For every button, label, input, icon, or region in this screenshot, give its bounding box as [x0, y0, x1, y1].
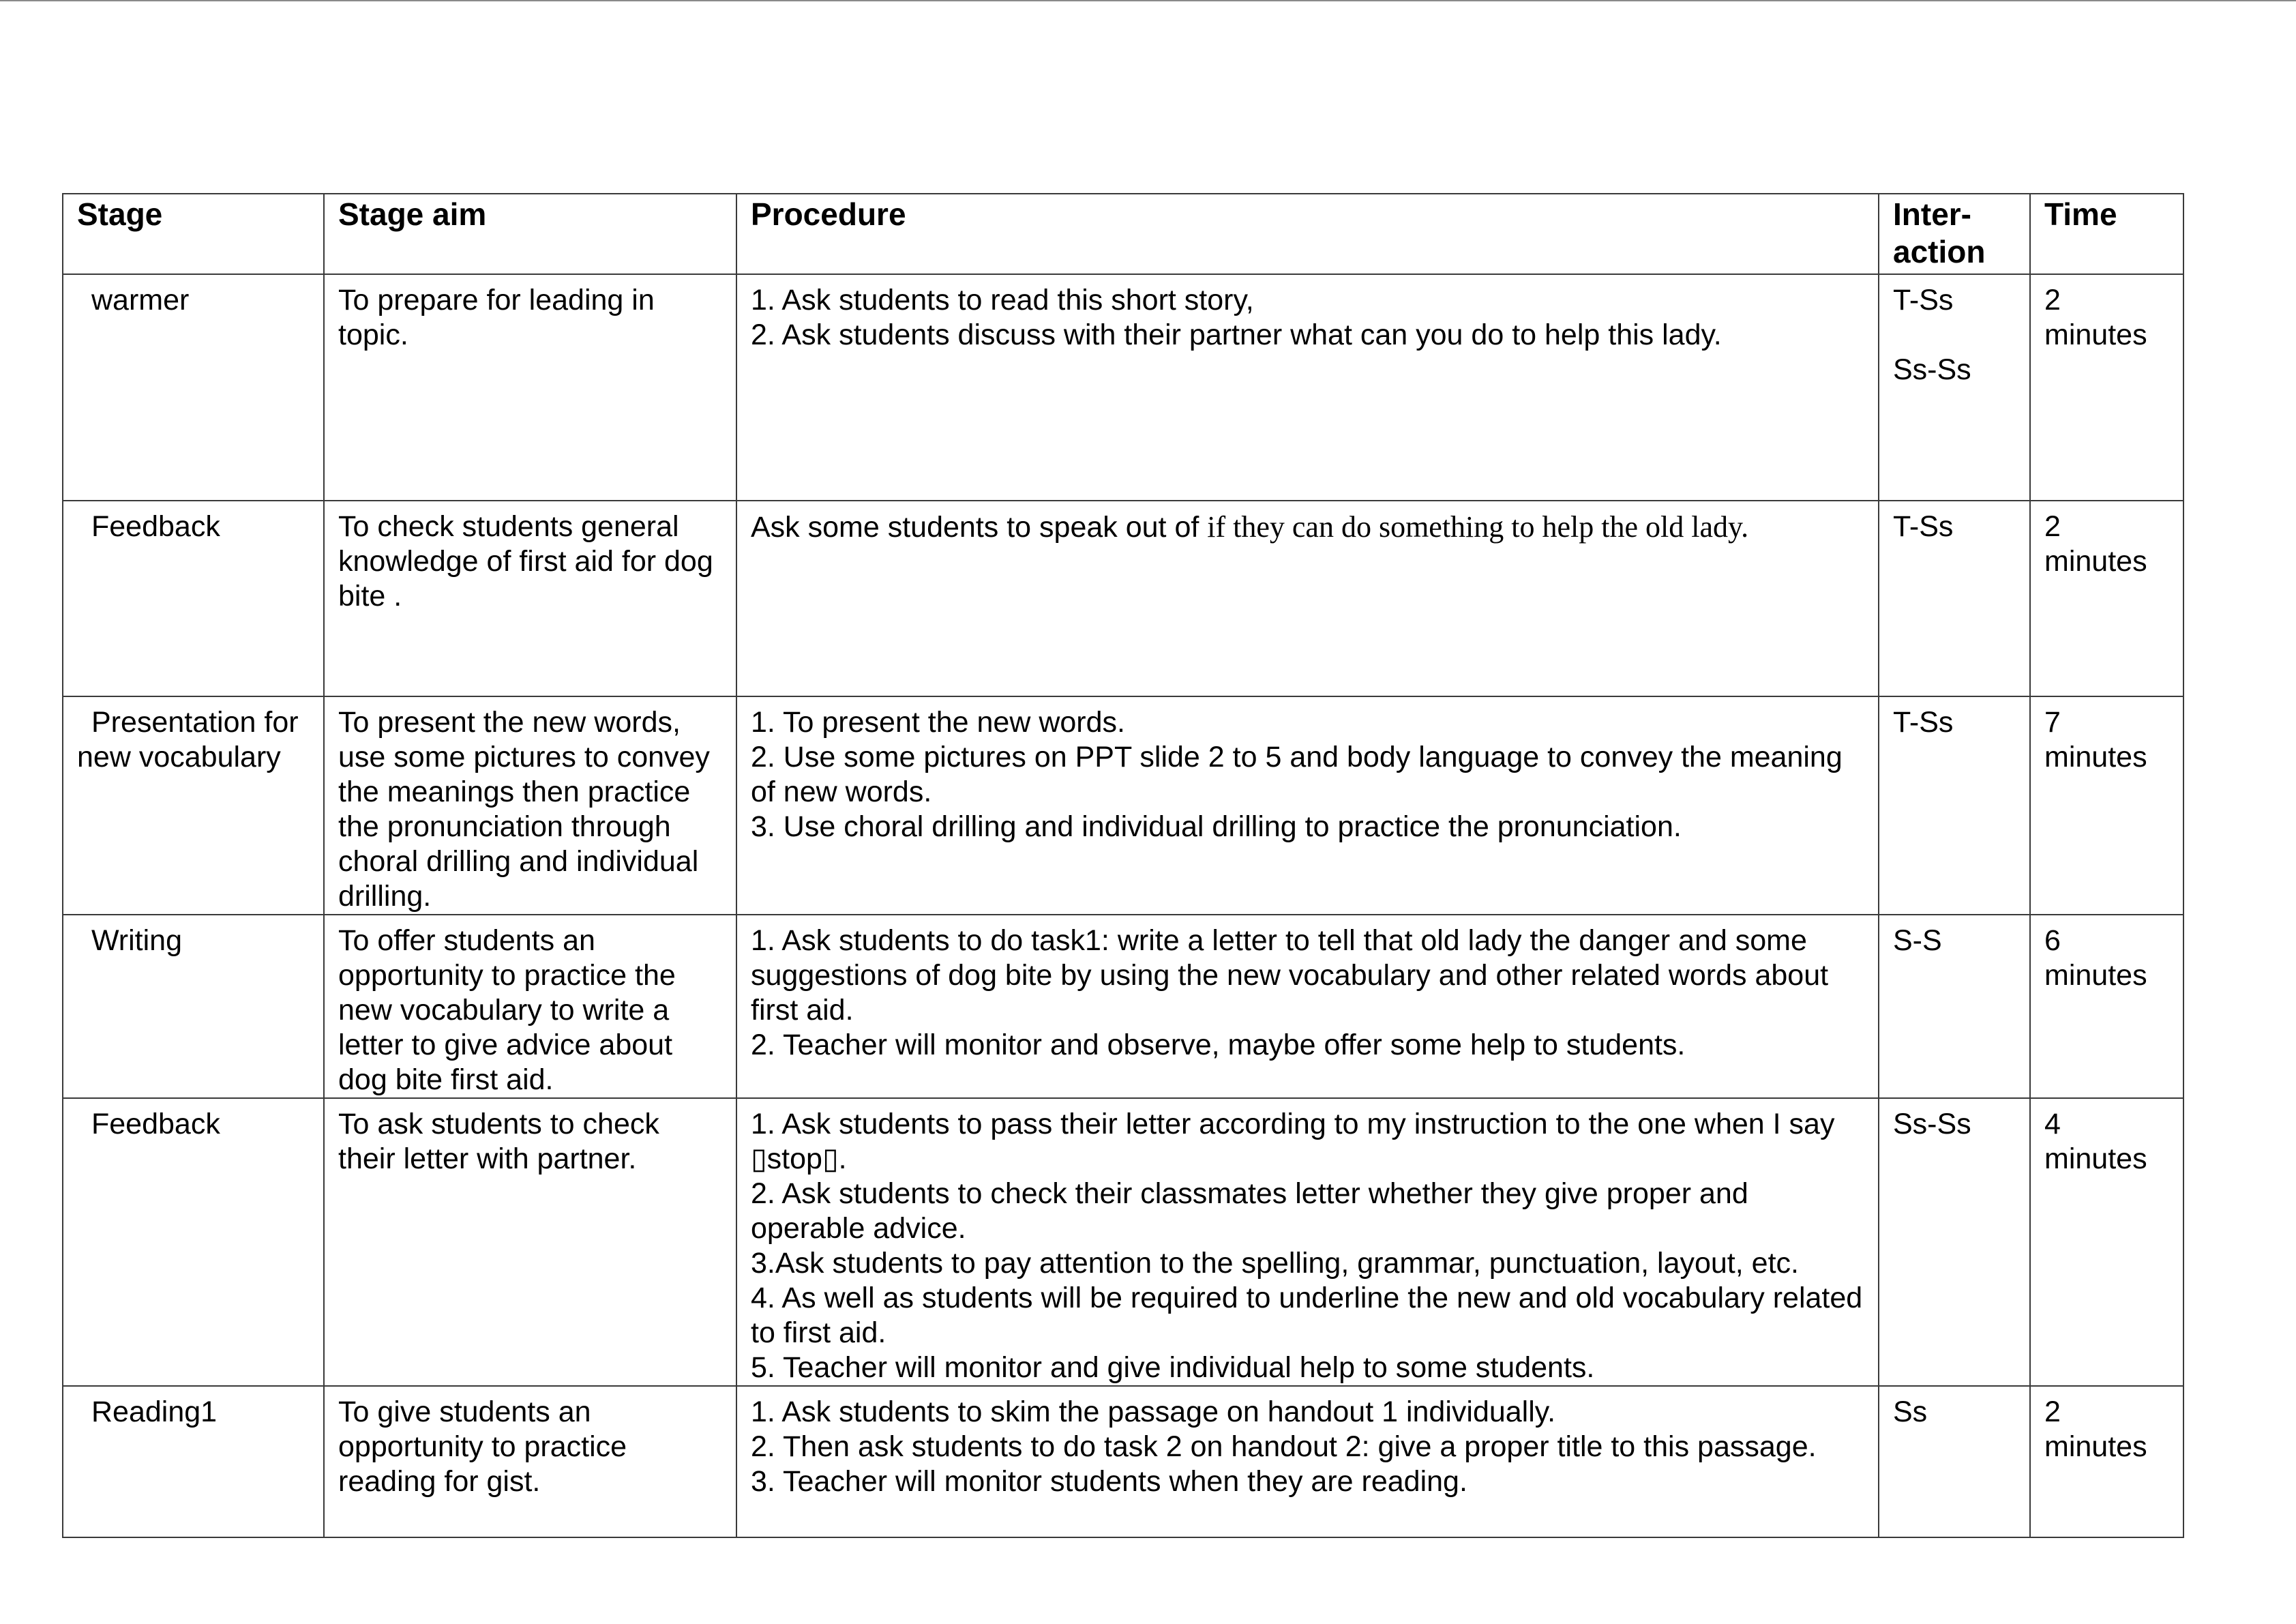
procedure-cell	[736, 501, 1879, 696]
stage-text: Presentation for new vocabulary	[77, 706, 299, 773]
procedure-text: Ask some students to speak out of	[751, 511, 1208, 544]
aim-cell: To prepare for leading in topic.	[324, 274, 736, 501]
header-procedure: Procedure	[736, 194, 1879, 274]
header-stage-aim: Stage aim	[324, 194, 736, 274]
procedure-step: 1. Ask students to skim the passage on handout 1 individually.	[751, 1396, 1556, 1428]
procedure-step: 1. Ask students to do task1: write a letter to tell that old lady the danger and some suggestions of dog bite by using the new vocabulary and other related words about first aid.	[751, 924, 1829, 1027]
procedure-step: 3. Use choral drilling and individual drilling to practice the pronunciation.	[751, 810, 1682, 843]
procedure-step: 3. Teacher will monitor students when they are reading.	[751, 1465, 1467, 1498]
aim-cell: To offer students an opportunity to practice the new vocabulary to write a letter to give advice about dog bite first aid.	[324, 915, 736, 1098]
lesson-plan-table	[62, 193, 2184, 1538]
interaction-cell	[1879, 696, 2030, 915]
stage-cell	[63, 696, 324, 915]
table-row	[63, 1386, 2183, 1537]
table-row	[63, 274, 2183, 501]
procedure-text-serif: if they can do something to help the old lady.	[1207, 510, 1749, 544]
stage-cell	[63, 1386, 324, 1537]
procedure-step: 3.Ask students to pay attention to the spelling, grammar, punctuation, layout, etc.	[751, 1247, 1799, 1280]
procedure-step: 5. Teacher will monitor and give individual help to some students.	[751, 1351, 1595, 1384]
procedure-step: 1. To present the new words.	[751, 706, 1125, 739]
stage-cell	[63, 501, 324, 696]
procedure-step: 1. Ask students to read this short story,	[751, 284, 1254, 316]
procedure-cell	[736, 1098, 1879, 1386]
aim-cell: To present the new words, use some pictures to convey the meanings then practice the pronunciation through choral drilling and individual drilling.	[324, 696, 736, 915]
time-cell: 2 minutes	[2030, 1386, 2183, 1537]
procedure-step: 2. Ask students discuss with their partner what can you do to help this lady.	[751, 319, 1722, 351]
procedure-step: 2. Then ask students to do task 2 on handout 2: give a proper title to this passage.	[751, 1430, 1817, 1463]
time-cell: 7 minutes	[2030, 696, 2183, 915]
stage-text: Feedback	[91, 510, 220, 543]
procedure-step: 2. Teacher will monitor and observe, maybe offer some help to students.	[751, 1029, 1686, 1061]
header-stage: Stage	[63, 194, 324, 274]
time-cell: 4 minutes	[2030, 1098, 2183, 1386]
procedure-step: 4. As well as students will be required to underline the new and old vocabulary related to first aid.	[751, 1282, 1863, 1349]
page-top-border	[0, 0, 2296, 1]
interaction-value: T-Ss	[1893, 510, 1954, 543]
procedure-step: 2. Ask students to check their classmates letter whether they give proper and operable advice.	[751, 1177, 1748, 1245]
interaction-value: Ss	[1893, 1396, 1928, 1428]
stage-cell	[63, 915, 324, 1098]
interaction-cell	[1879, 915, 2030, 1098]
stage-text: warmer	[91, 284, 190, 316]
stage-text: Feedback	[91, 1108, 220, 1140]
interaction-cell	[1879, 1386, 2030, 1537]
interaction-value: S-S	[1893, 924, 1942, 957]
time-cell: 2 minutes	[2030, 274, 2183, 501]
header-time: Time	[2030, 194, 2183, 274]
time-cell: 6 minutes	[2030, 915, 2183, 1098]
table-row	[63, 1098, 2183, 1386]
aim-cell: To check students general knowledge of first aid for dog bite .	[324, 501, 736, 696]
table-row	[63, 696, 2183, 915]
interaction-cell	[1879, 501, 2030, 696]
stage-text: Reading1	[91, 1396, 218, 1428]
interaction-cell	[1879, 1098, 2030, 1386]
aim-cell: To ask students to check their letter with partner.	[324, 1098, 736, 1386]
interaction-value: Ss-Ss	[1893, 353, 1971, 386]
stage-text: Writing	[91, 924, 183, 957]
interaction-cell	[1879, 274, 2030, 501]
table-row	[63, 915, 2183, 1098]
procedure-cell	[736, 1386, 1879, 1537]
procedure-step: 1. Ask students to pass their letter according to my instruction to the one when I say ▯stop▯.	[751, 1108, 1835, 1175]
interaction-value: T-Ss	[1893, 284, 1954, 316]
time-cell: 2 minutes	[2030, 501, 2183, 696]
procedure-cell	[736, 696, 1879, 915]
interaction-value: T-Ss	[1893, 706, 1954, 739]
blank-line	[1893, 318, 2016, 353]
interaction-value: Ss-Ss	[1893, 1108, 1971, 1140]
table-row	[63, 501, 2183, 696]
procedure-step: 2. Use some pictures on PPT slide 2 to 5 and body language to convey the meaning of new words.	[751, 741, 1843, 808]
aim-cell: To give students an opportunity to practice reading for gist.	[324, 1386, 736, 1537]
header-interaction: Inter-action	[1879, 194, 2030, 274]
stage-cell	[63, 274, 324, 501]
procedure-cell	[736, 915, 1879, 1098]
procedure-cell	[736, 274, 1879, 501]
stage-cell	[63, 1098, 324, 1386]
header-row	[63, 194, 2183, 274]
